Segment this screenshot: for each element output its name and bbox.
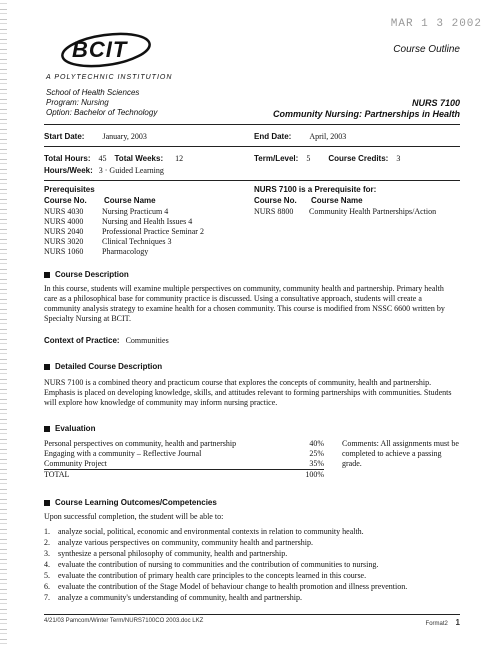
list-item: 2. analyze various perspectives on community, community health and partnership.	[44, 538, 313, 547]
term-credits	[254, 154, 400, 163]
list-item: 6. evaluate the contribution of the Stage Model of behaviour change to health promotion and illness prevention.	[44, 582, 408, 591]
bullet-square-icon	[44, 500, 50, 506]
prereq-col-no: Course No.	[44, 196, 87, 205]
total-hours-label: Total Hours:	[44, 154, 91, 163]
bullet-square-icon	[44, 272, 50, 278]
outcomes-heading: Course Learning Outcomes/Competencies	[44, 498, 217, 507]
table-row-total: TOTAL 100%	[44, 470, 324, 479]
total-weeks-value: 12	[175, 154, 184, 163]
page-number: 1	[455, 618, 460, 627]
school-info	[46, 88, 157, 118]
credits-label: Course Credits:	[328, 154, 389, 163]
course-description-text: In this course, students will examine multiple perspectives on community, community health and partnership. Primary health care as a philosophical base for community practice is discussed. Using a consultative approach, students will create a community analysis strategy to examine health for a chosen community. This course is modified from NSSC 6600 written by Specialty Nursing at BCIT.	[44, 284, 445, 323]
page-footer	[44, 618, 460, 627]
evaluation-table	[44, 439, 324, 480]
document-type: Course Outline	[393, 44, 460, 55]
total-hours-value: 45	[98, 154, 107, 163]
list-item: NURS 1060 Pharmacology	[44, 247, 149, 256]
total-weeks-label: Total Weeks:	[114, 154, 164, 163]
program-line: Program: Nursing	[46, 98, 109, 107]
term-label: Term/Level:	[254, 154, 299, 163]
list-item: 3. synthesize a personal philosophy of community, health and partnership.	[44, 549, 288, 558]
credits-value: 3	[396, 154, 401, 163]
prerequisites-heading: Prerequisites	[44, 185, 95, 194]
table-row: Personal perspectives on community, health and partnership 40%	[44, 439, 324, 448]
list-item: NURS 3020 Clinical Techniques 3	[44, 237, 172, 246]
table-row: Community Project 35%	[44, 459, 324, 468]
prereq-for-col-headers	[254, 196, 363, 205]
hours-week	[44, 166, 164, 175]
school-line: School of Health Sciences	[46, 88, 140, 97]
prereq-col-headers	[44, 196, 156, 205]
start-date-value: January, 2003	[102, 132, 147, 141]
list-item: 5. evaluate the contribution of primary health care principles to the concepts learned in this course.	[44, 571, 367, 580]
list-item: 1. analyze social, political, economic and environmental contexts in relation to community health.	[44, 527, 364, 536]
list-item: NURS 4030 Nursing Practicum 4	[44, 207, 169, 216]
start-date	[44, 132, 147, 141]
list-item: 7. analyze a community's understanding of community, health and partnership.	[44, 593, 302, 602]
prereq-for-col-no: Course No.	[254, 196, 297, 205]
bullet-square-icon	[44, 364, 50, 370]
list-item: 4. evaluate the contribution of nursing to communities and the contribution of communities to nursing.	[44, 560, 379, 569]
end-date-label: End Date:	[254, 132, 292, 141]
prereq-for-col-name: Course Name	[311, 196, 363, 205]
context-value: Communities	[125, 336, 169, 345]
evaluation-heading: Evaluation	[44, 424, 95, 433]
footer-file-path: 4/21/03 Pamcom/Winter Term/NURS7100CO 2003.doc LKZ	[44, 618, 204, 624]
context-of-practice	[44, 336, 169, 345]
prereq-for-heading: NURS 7100 is a Prerequisite for:	[254, 185, 377, 194]
bullet-square-icon	[44, 426, 50, 432]
scan-edge	[0, 0, 7, 647]
hours-week-value: 3 · Guided Learning	[98, 166, 164, 175]
evaluation-comments: Comments: All assignments must be completed to achieve a passing grade.	[342, 439, 459, 468]
list-item: NURS 2040 Professional Practice Seminar 2	[44, 227, 204, 236]
prereq-list	[44, 207, 204, 257]
logo-tagline: A POLYTECHNIC INSTITUTION	[46, 74, 173, 81]
divider	[44, 180, 460, 181]
prereq-col-name: Course Name	[104, 196, 156, 205]
list-item: NURS 8800 Community Health Partnerships/Action	[254, 207, 437, 216]
received-stamp: MAR 1 3 2002	[390, 18, 482, 30]
detailed-description-heading: Detailed Course Description	[44, 362, 162, 371]
term-value: 5	[306, 154, 311, 163]
footer-format: Format2	[425, 621, 448, 627]
course-description-heading: Course Description	[44, 270, 129, 279]
divider	[44, 614, 460, 615]
course-code: NURS 7100	[411, 98, 460, 108]
course-title: Community Nursing: Partnerships in Health	[272, 109, 460, 119]
outcomes-intro: Upon successful completion, the student will be able to:	[44, 512, 224, 521]
end-date	[254, 132, 346, 141]
divider	[44, 146, 460, 147]
footer-page	[426, 618, 460, 627]
logo-wordmark: BCIT	[72, 37, 128, 62]
start-date-label: Start Date:	[44, 132, 85, 141]
total-hours	[44, 154, 183, 163]
hours-week-label: Hours/Week:	[44, 166, 93, 175]
list-item: NURS 4000 Nursing and Health Issues 4	[44, 217, 193, 226]
prereq-for-list	[254, 207, 436, 217]
table-row: Engaging with a community – Reflective Journal 25%	[44, 449, 324, 458]
context-label: Context of Practice:	[44, 336, 120, 345]
detailed-description-text: NURS 7100 is a combined theory and practicum course that explores the concepts of community, health and partnership. Emphasis is placed on developing knowledge, skills, and attitudes relevant to forming partnerships with communities. Students will explore how knowledge of community may inform nursing practice.	[44, 378, 452, 407]
option-line: Option: Bachelor of Technology	[46, 108, 158, 117]
divider	[44, 124, 460, 125]
end-date-value: April, 2003	[309, 132, 347, 141]
